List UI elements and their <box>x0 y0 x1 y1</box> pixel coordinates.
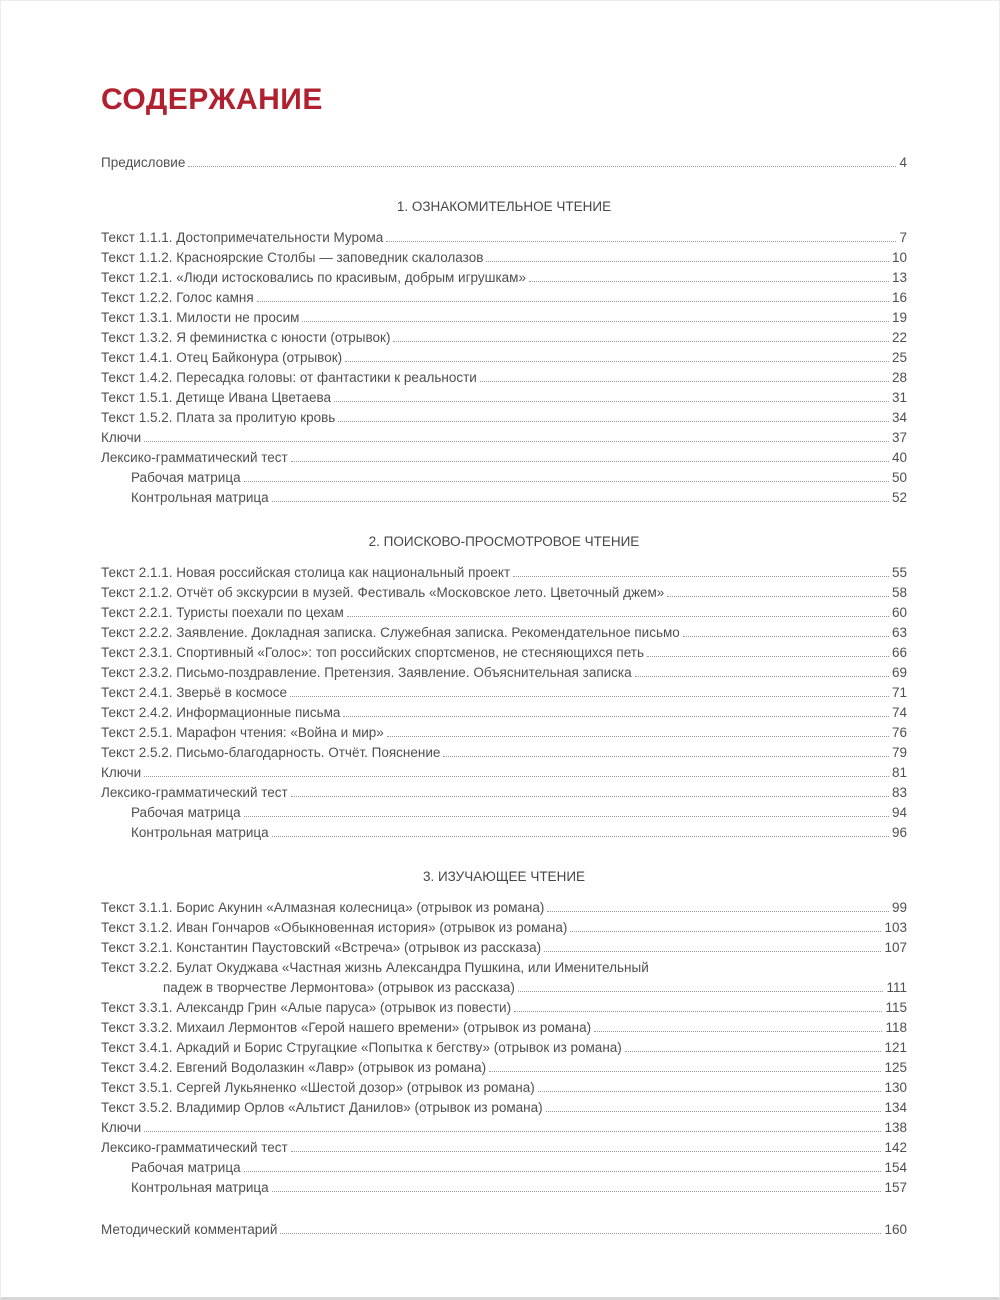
dot-leader <box>347 616 889 617</box>
toc-entry-label: Текст 1.5.1. Детище Ивана Цветаева <box>101 390 331 405</box>
dot-leader <box>683 636 889 637</box>
toc-entry-page: 125 <box>884 1060 907 1075</box>
dot-leader <box>244 816 889 817</box>
dot-leader <box>625 1051 882 1052</box>
dot-leader <box>334 401 889 402</box>
toc-entry-page: 58 <box>891 585 907 600</box>
toc-entry <box>101 623 907 643</box>
dot-leader <box>667 596 889 597</box>
dot-leader <box>514 1011 882 1012</box>
toc-entry <box>101 228 907 248</box>
toc-entry <box>101 1018 907 1038</box>
toc-entry-page: 111 <box>886 980 907 995</box>
toc-entry <box>101 1178 907 1198</box>
toc-entry <box>101 958 907 978</box>
toc-entry <box>101 268 907 288</box>
toc-entry-label: Рабочая матрица <box>131 805 241 820</box>
toc-entry <box>101 248 907 268</box>
dot-leader <box>291 461 889 462</box>
toc-entry-page: 96 <box>891 825 907 840</box>
toc-entry-page: 118 <box>885 1020 907 1035</box>
toc-entry <box>101 603 907 623</box>
toc-entry <box>101 1078 907 1098</box>
toc-entry-page: 63 <box>891 625 907 640</box>
dot-leader <box>272 1191 882 1192</box>
dot-leader <box>480 381 889 382</box>
toc-entry-page: 13 <box>891 270 907 285</box>
dot-leader <box>257 301 889 302</box>
toc-entry-page: 66 <box>891 645 907 660</box>
toc-entry <box>101 1158 907 1178</box>
dot-leader <box>486 261 889 262</box>
dot-leader <box>443 756 889 757</box>
toc-entry <box>101 1118 907 1138</box>
toc-entry <box>101 348 907 368</box>
toc-entry-page: 154 <box>884 1160 907 1175</box>
toc-entry-label: Лексико-грамматический тест <box>101 785 288 800</box>
toc-entry-page: 19 <box>891 310 907 325</box>
toc-entry-page: 107 <box>884 940 907 955</box>
toc-entry-label: Ключи <box>101 1120 142 1135</box>
dot-leader <box>518 991 884 992</box>
toc-entry-label: Текст 2.5.1. Марафон чтения: «Война и мир» <box>101 725 384 740</box>
toc-entry-page: 10 <box>891 250 907 265</box>
dot-leader <box>244 481 889 482</box>
dot-leader <box>489 1071 881 1072</box>
toc-entry-page: 81 <box>891 765 907 780</box>
toc-entry <box>101 1038 907 1058</box>
toc-entry-label: Текст 1.2.1. «Люди истосковались по красивым, добрым игрушкам» <box>101 270 526 285</box>
toc-entry-label: Текст 2.2.2. Заявление. Докладная записка. Служебная записка. Рекомендательное письмо <box>101 625 680 640</box>
toc-entry-label: Текст 1.2.2. Голос камня <box>101 290 254 305</box>
toc-entry-label: Текст 1.5.2. Плата за пролитую кровь <box>101 410 336 425</box>
toc-entry-label: Текст 3.5.1. Сергей Лукьяненко «Шестой дозор» (отрывок из романа) <box>101 1080 535 1095</box>
toc-entry-page: 40 <box>891 450 907 465</box>
toc-entry-page: 121 <box>884 1040 907 1055</box>
toc-entry-label: Текст 1.3.1. Милости не просим <box>101 310 300 325</box>
dot-leader <box>547 911 889 912</box>
toc-entry-label: Текст 2.4.1. Зверьё в космосе <box>101 685 288 700</box>
toc-entry-label: Ключи <box>101 430 142 445</box>
toc-entry <box>101 448 907 468</box>
toc-entry-page: 99 <box>891 900 907 915</box>
toc-entry <box>101 978 907 998</box>
toc-entry-label: Текст 2.3.2. Письмо-поздравление. Претензия. Заявление. Объяснительная записка <box>101 665 632 680</box>
toc-entry <box>101 308 907 328</box>
dot-leader <box>393 341 889 342</box>
section-heading: 2. ПОИСКОВО-ПРОСМОТРОВОЕ ЧТЕНИЕ <box>368 534 640 549</box>
toc-entry-label: Текст 1.4.1. Отец Байконура (отрывок) <box>101 350 343 365</box>
toc-entry <box>101 663 907 683</box>
toc-entry-label: Текст 3.5.2. Владимир Орлов «Альтист Данилов» (отрывок из романа) <box>101 1100 543 1115</box>
toc-entry <box>101 288 907 308</box>
dot-leader <box>290 696 889 697</box>
toc-entry-page: 69 <box>891 665 907 680</box>
dot-leader <box>272 836 889 837</box>
toc-entry-page: 79 <box>891 745 907 760</box>
toc-entry-page: 94 <box>891 805 907 820</box>
dot-leader <box>546 1111 882 1112</box>
toc-entry-page: 52 <box>891 490 907 505</box>
toc-entry-label: Текст 2.2.1. Туристы поехали по цехам <box>101 605 344 620</box>
section-heading: 1. ОЗНАКОМИТЕЛЬНОЕ ЧТЕНИЕ <box>396 199 612 214</box>
toc-entry-page: 60 <box>891 605 907 620</box>
toc-entry <box>101 368 907 388</box>
toc-entry <box>101 898 907 918</box>
dot-leader <box>144 1131 881 1132</box>
toc-entry-page: 157 <box>884 1180 907 1195</box>
toc-entry-page: 31 <box>891 390 907 405</box>
page-title: СОДЕРЖАНИЕ <box>101 83 323 116</box>
dot-leader <box>647 656 889 657</box>
toc-entry-label: Текст 3.2.2. Булат Окуджава «Частная жизнь Александра Пушкина, или Именительный <box>101 960 649 975</box>
toc-entry-page: 83 <box>891 785 907 800</box>
preface-entry <box>101 153 907 173</box>
toc-entry <box>101 328 907 348</box>
toc-entry-label: Контрольная матрица <box>131 490 269 505</box>
dot-leader <box>570 931 881 932</box>
toc-entry <box>101 468 907 488</box>
section-heading: 3. ИЗУЧАЮЩЕЕ ЧТЕНИЕ <box>422 869 586 884</box>
dot-leader <box>291 796 889 797</box>
toc-entry <box>101 703 907 723</box>
toc-entry-label: Методический комментарий <box>101 1222 278 1237</box>
toc-entry <box>101 1098 907 1118</box>
dot-leader <box>343 716 889 717</box>
toc-entry-label: Текст 1.3.2. Я феминистка с юности (отрывок) <box>101 330 391 345</box>
toc-entry-page: 55 <box>891 565 907 580</box>
dot-leader <box>345 361 889 362</box>
toc-entry-page: 74 <box>891 705 907 720</box>
toc-entry-label: Текст 2.1.2. Отчёт об экскурсии в музей. Фестиваль «Московское лето. Цветочный джем» <box>101 585 665 600</box>
toc-entry-page: 134 <box>884 1100 907 1115</box>
toc-entry <box>101 1138 907 1158</box>
toc-entry <box>101 763 907 783</box>
toc-entry-page: 28 <box>891 370 907 385</box>
dot-leader <box>302 321 889 322</box>
toc-entry-label: Ключи <box>101 765 142 780</box>
toc-entry-label: Текст 3.4.1. Аркадий и Борис Стругацкие «Попытка к бегству» (отрывок из романа) <box>101 1040 622 1055</box>
toc-entry-label: Текст 1.1.1. Достопримечательности Мурома <box>101 230 384 245</box>
dot-leader <box>188 166 896 167</box>
toc-entry-page: 130 <box>884 1080 907 1095</box>
dot-leader <box>538 1091 882 1092</box>
toc-entry <box>101 428 907 448</box>
toc-entry-label: Текст 2.5.2. Письмо-благодарность. Отчёт. Пояснение <box>101 745 441 760</box>
toc-entry-page: 34 <box>891 410 907 425</box>
toc-entry <box>101 803 907 823</box>
toc-entry-label: Рабочая матрица <box>131 1160 241 1175</box>
dot-leader <box>594 1031 882 1032</box>
toc-entry-label: Контрольная матрица <box>131 825 269 840</box>
toc-entry <box>101 723 907 743</box>
toc-entry-label: Текст 2.1.1. Новая российская столица как национальный проект <box>101 565 511 580</box>
toc-entry <box>101 488 907 508</box>
dot-leader <box>291 1151 882 1152</box>
toc-entry-label: Рабочая матрица <box>131 470 241 485</box>
dot-leader <box>387 736 889 737</box>
toc-entry-page: 4 <box>899 155 907 170</box>
toc-entry-label: Текст 1.4.2. Пересадка головы: от фантастики к реальности <box>101 370 477 385</box>
toc-entry <box>101 918 907 938</box>
toc-entry <box>101 683 907 703</box>
dot-leader <box>244 1171 882 1172</box>
toc-entry <box>101 938 907 958</box>
toc-entry-page: 115 <box>885 1000 907 1015</box>
toc-entry-label: Контрольная матрица <box>131 1180 269 1195</box>
toc-entry-page: 16 <box>891 290 907 305</box>
dot-leader <box>513 576 889 577</box>
toc-entry <box>101 998 907 1018</box>
dot-leader <box>386 241 896 242</box>
toc-entry <box>101 823 907 843</box>
toc-entry <box>101 563 907 583</box>
toc-entry-page: 160 <box>884 1222 907 1237</box>
dot-leader <box>338 421 889 422</box>
toc-entry-page: 71 <box>891 685 907 700</box>
toc-entry-page: 22 <box>891 330 907 345</box>
toc-entry-label: Лексико-грамматический тест <box>101 1140 288 1155</box>
toc-entry <box>101 408 907 428</box>
toc-entry-page: 37 <box>891 430 907 445</box>
dot-leader <box>635 676 889 677</box>
dot-leader <box>529 281 889 282</box>
toc-entry-label: Текст 3.2.1. Константин Паустовский «Встреча» (отрывок из рассказа) <box>101 940 542 955</box>
dot-leader <box>144 776 889 777</box>
toc-entry-label: Предисловие <box>101 155 186 170</box>
footer-entry <box>101 1220 907 1240</box>
toc-entry-label: Текст 2.3.1. Спортивный «Голос»: топ российских спортсменов, не стесняющихся петь <box>101 645 644 660</box>
toc-entry-label: Текст 3.1.1. Борис Акунин «Алмазная колесница» (отрывок из романа) <box>101 900 545 915</box>
toc-entry <box>101 743 907 763</box>
dot-leader <box>272 501 889 502</box>
toc-entry <box>101 643 907 663</box>
dot-leader <box>144 441 889 442</box>
toc-entry-label: Текст 3.3.1. Александр Грин «Алые паруса» (отрывок из повести) <box>101 1000 512 1015</box>
toc-entry-label: Текст 3.1.2. Иван Гончаров «Обыкновенная история» (отрывок из романа) <box>101 920 568 935</box>
toc-entry-page: 50 <box>891 470 907 485</box>
toc-entry-page: 76 <box>891 725 907 740</box>
dot-leader <box>280 1233 881 1234</box>
toc-entry-label: Текст 1.1.2. Красноярские Столбы — заповедник скалолазов <box>101 250 484 265</box>
toc-entry-label: Текст 3.4.2. Евгений Водолазкин «Лавр» (отрывок из романа) <box>101 1060 487 1075</box>
toc-entry <box>101 583 907 603</box>
toc-entry <box>101 388 907 408</box>
toc-entry-label: Лексико-грамматический тест <box>101 450 288 465</box>
toc-entry-page: 25 <box>891 350 907 365</box>
toc-entry-page: 142 <box>884 1140 907 1155</box>
toc-entry-page: 7 <box>899 230 907 245</box>
toc-entry-label: Текст 2.4.2. Информационные письма <box>101 705 341 720</box>
toc-entry <box>101 1058 907 1078</box>
toc-entry-page: 103 <box>884 920 907 935</box>
toc-entry-page: 138 <box>884 1120 907 1135</box>
toc-entry-label: Текст 3.3.2. Михаил Лермонтов «Герой нашего времени» (отрывок из романа) <box>101 1020 592 1035</box>
toc-body <box>101 153 907 1240</box>
toc-entry <box>101 783 907 803</box>
dot-leader <box>544 951 881 952</box>
toc-entry-label: падеж в творчестве Лермонтова» (отрывок из рассказа) <box>163 980 515 995</box>
